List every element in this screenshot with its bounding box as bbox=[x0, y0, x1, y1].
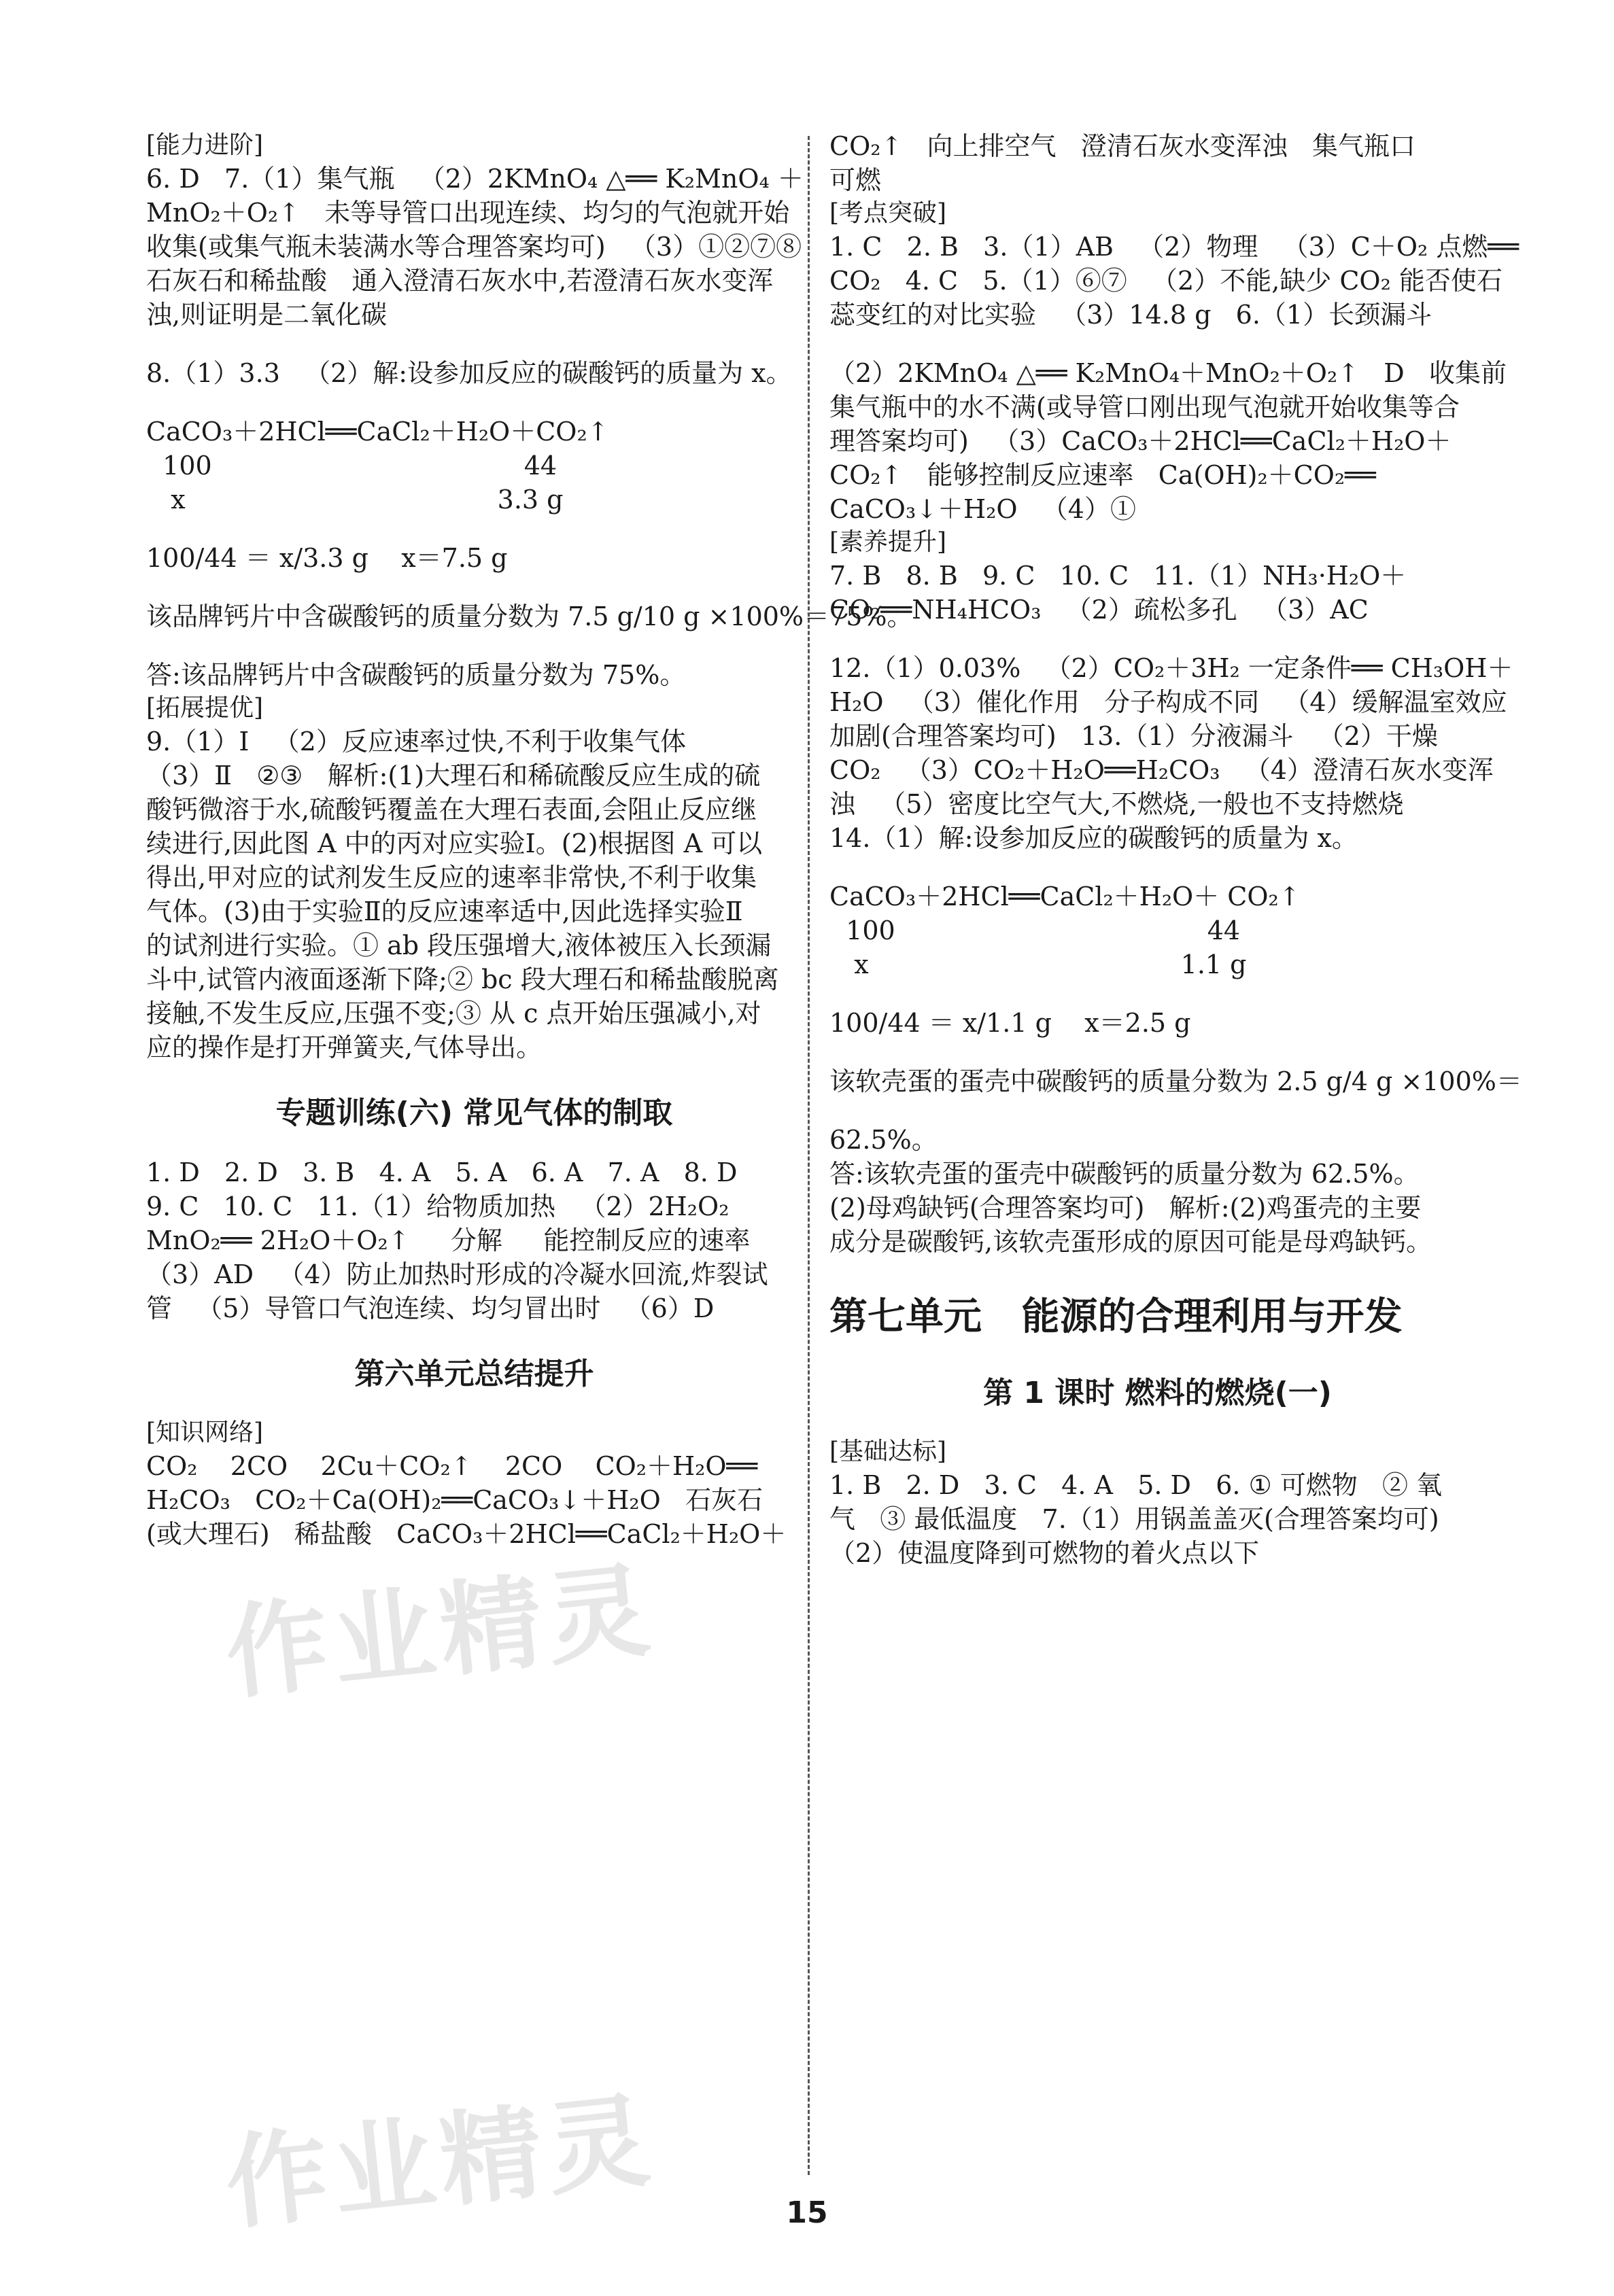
text-line: CaCO₃↓＋H₂O （4）① bbox=[829, 494, 1136, 524]
section-tag: [基础达标] bbox=[829, 1438, 947, 1465]
text-line: 9.（1）Ⅰ （2）反应速率过快,不利于收集气体 bbox=[146, 727, 686, 756]
section-title: 第六单元总结提升 bbox=[354, 1357, 594, 1391]
text-line: (或大理石) 稀盐酸 CaCO₃＋2HCl══CaCl₂＋H₂O＋ bbox=[146, 1519, 787, 1549]
text-line: 得出,甲对应的试剂发生反应的速率非常快,不利于收集 bbox=[146, 863, 757, 892]
text-line: （3）Ⅱ ②③ 解析:(1)大理石和稀硫酸反应生成的硫 bbox=[146, 761, 761, 790]
text-line: MnO₂＋O₂↑ 未等导管口出现连续、均匀的气泡就开始 bbox=[146, 198, 790, 228]
text-line: 气体。(3)由于实验Ⅱ的反应速率适中,因此选择实验Ⅱ bbox=[146, 897, 743, 926]
text-line: 该品牌钙片中含碳酸钙的质量分数为 7.5 g/10 g ×100%＝75%。 bbox=[146, 602, 913, 631]
text-line: 的试剂进行实验。① ab 段压强增大,液体被压入长颈漏 bbox=[146, 930, 772, 960]
section-title: 第 1 课时 燃料的燃烧(一) bbox=[983, 1376, 1332, 1410]
text-line: 成分是碳酸钙,该软壳蛋形成的原因可能是母鸡缺钙。 bbox=[829, 1227, 1432, 1257]
text-line: 加剧(合理答案均可) 13.（1）分液漏斗 （2）干燥 bbox=[829, 721, 1438, 751]
text-line: 接触,不发生反应,压强不变;③ 从 c 点开始压强减小,对 bbox=[146, 998, 761, 1028]
text-line: 答:该品牌钙片中含碳酸钙的质量分数为 75%。 bbox=[146, 660, 686, 690]
text-line: CaCO₃＋2HCl══CaCl₂＋H₂O＋CO₂↑ bbox=[146, 417, 609, 447]
text-line: 集气瓶中的水不满(或导管口刚出现气泡就开始收集等合 bbox=[829, 392, 1460, 422]
section-title: 专题训练(六) 常见气体的制取 bbox=[275, 1096, 673, 1130]
text-line: (2)母鸡缺钙(合理答案均可) 解析:(2)鸡蛋壳的主要 bbox=[829, 1193, 1422, 1223]
text-line: H₂O （3）催化作用 分子构成不同 （4）缓解温室效应 bbox=[829, 687, 1507, 717]
text-line: 应的操作是打开弹簧夹,气体导出。 bbox=[146, 1032, 543, 1062]
text-line: 62.5%。 bbox=[829, 1125, 938, 1155]
section-tag: [知识网络] bbox=[146, 1419, 264, 1446]
text-line: CO₂ 2CO 2Cu＋CO₂↑ 2CO CO₂＋H₂O══ bbox=[146, 1451, 758, 1481]
page-number: 15 bbox=[786, 2195, 828, 2230]
text-line: 答:该软壳蛋的蛋壳中碳酸钙的质量分数为 62.5%。 bbox=[829, 1159, 1420, 1189]
watermark-2: 作业精灵 bbox=[220, 2081, 660, 2244]
text-line: 7. B 8. B 9. C 10. C 11.（1）NH₃·H₂O＋ bbox=[829, 561, 1407, 591]
section-tag: [考点突破] bbox=[829, 199, 947, 227]
text-line: 可燃 bbox=[829, 165, 882, 195]
text-line: x 1.1 g bbox=[829, 950, 1247, 979]
text-line: 1. B 2. D 3. C 4. A 5. D 6. ① 可燃物 ② 氧 bbox=[829, 1470, 1443, 1500]
text-line: 该软壳蛋的蛋壳中碳酸钙的质量分数为 2.5 g/4 g ×100%＝ bbox=[829, 1066, 1522, 1096]
text-line: 管 （5）导管口气泡连续、均匀冒出时 （6）D bbox=[146, 1293, 715, 1323]
text-line: 8.（1）3.3 （2）解:设参加反应的碳酸钙的质量为 x。 bbox=[146, 358, 792, 388]
text-line: 1. C 2. B 3.（1）AB （2）物理 （3）C＋O₂ 点燃══ bbox=[829, 232, 1519, 262]
right-column bbox=[829, 129, 1522, 1570]
text-line: 1. D 2. D 3. B 4. A 5. A 6. A 7. A 8. D bbox=[146, 1158, 738, 1187]
text-line: 气 ③ 最低温度 7.（1）用锅盖盖灭(合理答案均可) bbox=[829, 1504, 1439, 1534]
text-line: MnO₂══ 2H₂O＋O₂↑ 分解 能控制反应的速率 bbox=[146, 1225, 751, 1255]
section-tag: [能力进阶] bbox=[146, 131, 264, 159]
section-title: 第七单元 能源的合理利用与开发 bbox=[829, 1295, 1403, 1339]
text-line: （2）使温度降到可燃物的着火点以下 bbox=[829, 1538, 1260, 1568]
text-line: CO₂↑ 向上排空气 澄清石灰水变浑浊 集气瓶口 bbox=[829, 131, 1416, 161]
text-line: （2）2KMnO₄ △══ K₂MnO₄＋MnO₂＋O₂↑ D 收集前 bbox=[829, 358, 1507, 388]
text-line: x 3.3 g bbox=[146, 485, 564, 515]
text-line: CO₂ （3）CO₂＋H₂O══H₂CO₃ （4）澄清石灰水变浑 bbox=[829, 755, 1494, 785]
text-line: CO₂↑ 能够控制反应速率 Ca(OH)₂＋CO₂══ bbox=[829, 460, 1376, 490]
watermark-1: 作业精灵 bbox=[220, 1551, 660, 1714]
text-line: 石灰石和稀盐酸 通入澄清石灰水中,若澄清石灰水变浑 bbox=[146, 266, 774, 296]
text-line: 14.（1）解:设参加反应的碳酸钙的质量为 x。 bbox=[829, 823, 1358, 853]
text-line: CO₂══NH₄HCO₃ （2）疏松多孔 （3）AC bbox=[829, 595, 1369, 625]
text-line: 9. C 10. C 11.（1）给物质加热 （2）2H₂O₂ bbox=[146, 1192, 729, 1221]
text-line: 理答案均可) （3）CaCO₃＋2HCl══CaCl₂＋H₂O＋ bbox=[829, 426, 1452, 456]
text-line: 收集(或集气瓶未装满水等合理答案均可) （3）①②⑦⑧ bbox=[146, 232, 802, 262]
text-line: H₂CO₃ CO₂＋Ca(OH)₂══CaCO₃↓＋H₂O 石灰石 bbox=[146, 1485, 763, 1515]
text-line: 续进行,因此图 A 中的丙对应实验Ⅰ。(2)根据图 A 可以 bbox=[146, 829, 763, 858]
text-line: CaCO₃＋2HCl══CaCl₂＋H₂O＋ CO₂↑ bbox=[829, 882, 1301, 911]
text-line: 浊,则证明是二氧化碳 bbox=[146, 300, 388, 330]
text-line: CO₂ 4. C 5.（1）⑥⑦ （2）不能,缺少 CO₂ 能否使石 bbox=[829, 266, 1503, 296]
column-divider bbox=[808, 136, 810, 2175]
text-line: 12.（1）0.03% （2）CO₂＋3H₂ 一定条件══ CH₃OH＋ bbox=[829, 653, 1513, 683]
text-line: （3）AD （4）防止加热时形成的冷凝水回流,炸裂试 bbox=[146, 1259, 768, 1289]
text-line: 6. D 7.（1）集气瓶 （2）2KMnO₄ △══ K₂MnO₄ ＋ bbox=[146, 164, 804, 194]
section-tag: [素养提升] bbox=[829, 528, 947, 556]
text-line: 100/44 ＝ x/3.3 g x＝7.5 g bbox=[146, 543, 508, 573]
text-line: 浊 （5）密度比空气大,不燃烧,一般也不支持燃烧 bbox=[829, 789, 1404, 819]
section-tag: [拓展提优] bbox=[146, 694, 264, 722]
text-line: 100/44 ＝ x/1.1 g x＝2.5 g bbox=[829, 1008, 1191, 1038]
text-line: 100 44 bbox=[829, 916, 1241, 945]
text-line: 斗中,试管内液面逐渐下降;② bc 段大理石和稀盐酸脱离 bbox=[146, 964, 779, 994]
text-line: 100 44 bbox=[146, 451, 557, 481]
text-line: 蕊变红的对比实验 （3）14.8 g 6.（1）长颈漏斗 bbox=[829, 300, 1432, 330]
text-line: 酸钙微溶于水,硫酸钙覆盖在大理石表面,会阻止反应继 bbox=[146, 795, 757, 824]
